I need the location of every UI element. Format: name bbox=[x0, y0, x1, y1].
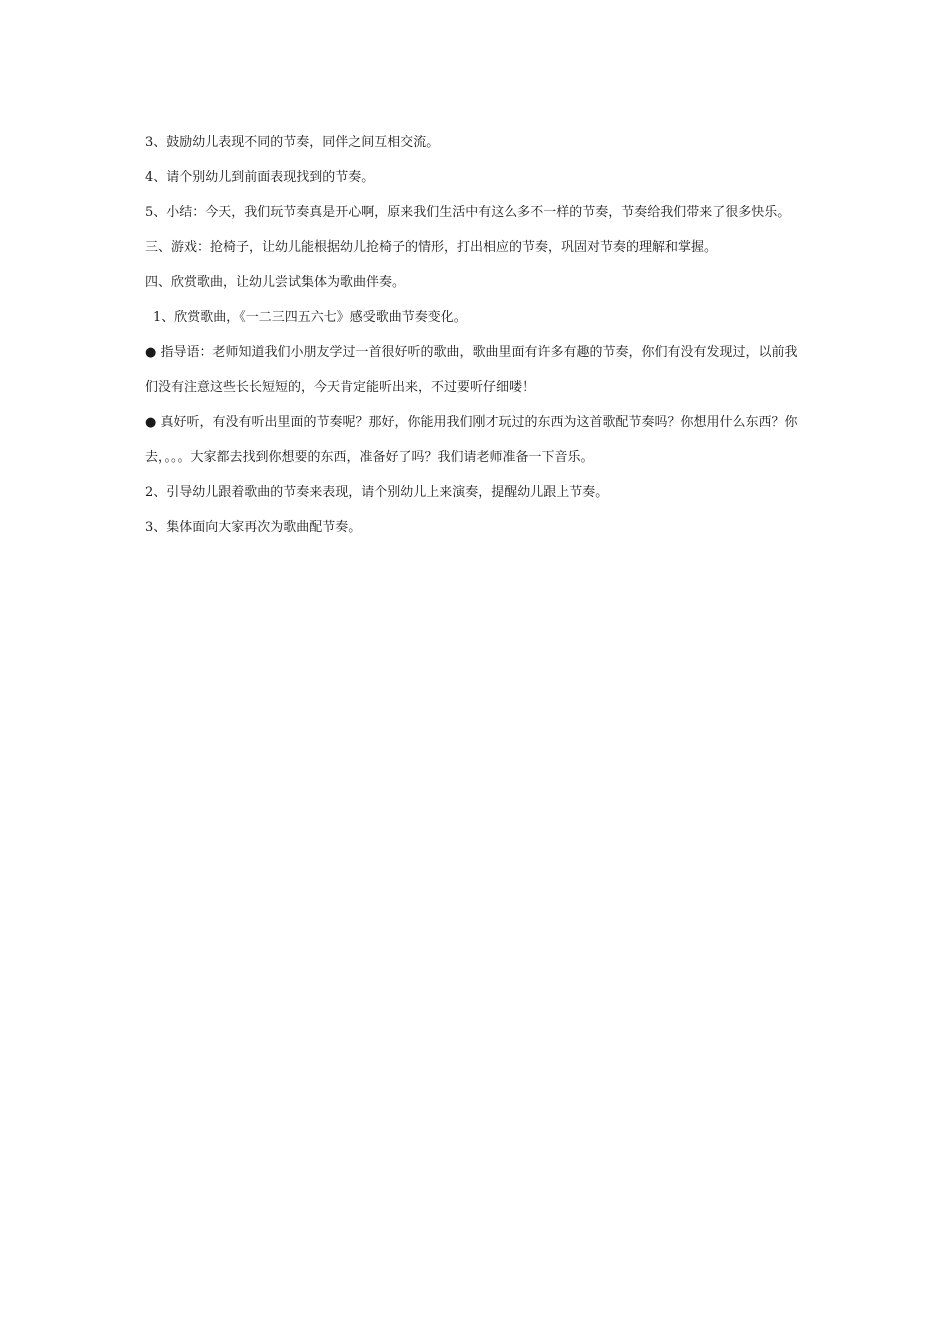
paragraph-section-4-song: 四、欣赏歌曲，让幼儿尝试集体为歌曲伴奏。 bbox=[145, 275, 406, 290]
paragraph-song-step-3: 3、集体面向大家再次为歌曲配节奏。 bbox=[145, 520, 362, 535]
document-body bbox=[145, 125, 805, 545]
paragraph-step-4-perform: 4、请个别幼儿到前面表现找到的节奏。 bbox=[145, 170, 375, 185]
paragraph-step-5-summary: 5、小结：今天，我们玩节奏真是开心啊，原来我们生活中有这么多不一样的节奏，节奏给我们带来了很多快乐。 bbox=[145, 205, 791, 220]
paragraph-section-3-game: 三、游戏：抢椅子，让幼儿能根据幼儿抢椅子的情形，打出相应的节奏，巩固对节奏的理解和掌握。 bbox=[145, 240, 718, 255]
paragraph-bullet-question: ● 真好听，有没有听出里面的节奏呢？那好，你能用我们刚才玩过的东西为这首歌配节奏吗？你想用什么东西？你去，。。。大家都去找到你想要的东西，准备好了吗？我们请老师准备一下音乐。 bbox=[145, 415, 798, 465]
paragraph-bullet-guidance: ● 指导语：老师知道我们小朋友学过一首很好听的歌曲，歌曲里面有许多有趣的节奏，你们有没有发现过，以前我们没有注意这些长长短短的，今天肯定能听出来，不过要听仔细喽！ bbox=[145, 345, 798, 395]
paragraph-step-3-encourage: 3、鼓励幼儿表现不同的节奏，同伴之间互相交流。 bbox=[145, 135, 440, 150]
paragraph-song-step-1: 1、欣赏歌曲，《一二三四五六七》感受歌曲节奏变化。 bbox=[153, 310, 467, 325]
paragraph-song-step-2: 2、引导幼儿跟着歌曲的节奏来表现，请个别幼儿上来演奏，提醒幼儿跟上节奏。 bbox=[145, 485, 609, 500]
